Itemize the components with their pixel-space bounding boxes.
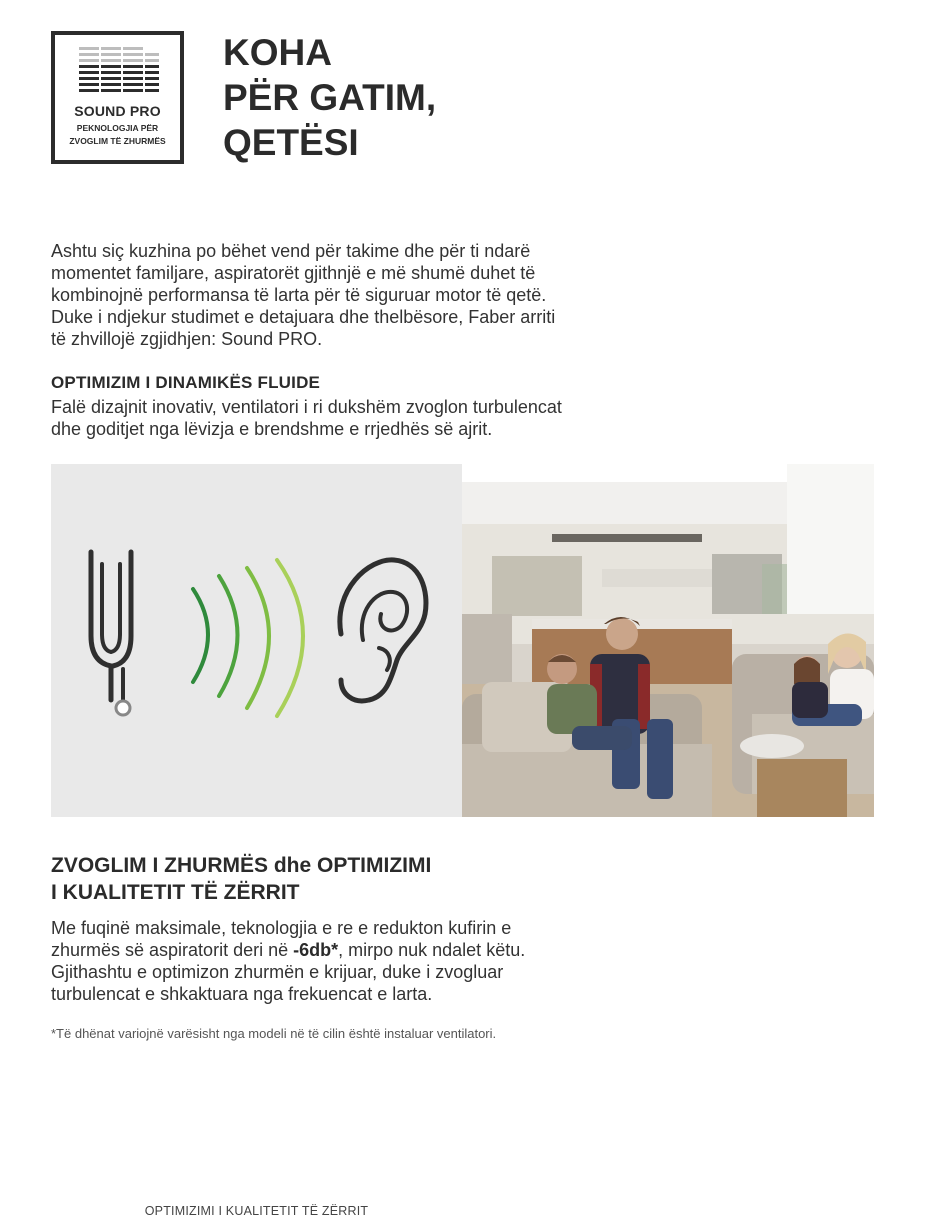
text-segment: , mirpo nuk ndalet këtu.: [338, 940, 526, 960]
equalizer-icon: [77, 45, 161, 99]
illustration-caption: OPTIMIZIMI I KUALITETIT TË ZËRRIT: [144, 1204, 369, 1218]
logo-title: SOUND PRO: [74, 103, 161, 119]
footnote: *Të dhënat variojnë varësisht nga modeli në të cilin është instaluar ventilatori.: [51, 1026, 497, 1041]
wave-3: [247, 568, 269, 708]
tuning-fork-tip-icon: [116, 701, 130, 715]
heading-line-1: ZVOGLIM I ZHURMËS dhe OPTIMIZIMI: [51, 854, 432, 877]
section-heading-noise: [51, 852, 431, 906]
paragraph-line: Gjithashtu e optimizon zhurmën e krijuar, duke i zvogluar: [51, 962, 504, 982]
heading-line-2: I KUALITETIT TË ZËRRIT: [51, 881, 300, 904]
ear-icon: [340, 560, 426, 701]
title-line-2: PËR GATIM,: [223, 77, 437, 118]
paragraph-line: [51, 939, 731, 961]
text-segment: zhurmës së aspiratorit deri në: [51, 940, 294, 960]
wave-2: [219, 576, 238, 696]
section-heading-fluid: OPTIMIZIM I DINAMIKËS FLUIDE: [51, 373, 321, 392]
intro-paragraph: [51, 240, 731, 350]
intro-line: kombinojnë performansa të larta për të siguruar motor të qetë.: [51, 285, 547, 305]
sound-waves-icon: [193, 560, 303, 716]
db-value: -6db*: [293, 940, 339, 960]
intro-line: të zhvillojë zgjidhjen: Sound PRO.: [51, 329, 323, 349]
paragraph-line: Me fuqinë maksimale, teknologjia e re e redukton kufirin e: [51, 918, 512, 938]
intro-line: momentet familjare, aspiratorët gjithnjë e më shumë duhet të: [51, 263, 536, 283]
wave-4: [277, 560, 303, 716]
intro-line: Duke i ndjekur studimet e detajuara dhe thelbësore, Faber arriti: [51, 307, 556, 327]
paragraph-line: Falë dizajnit inovativ, ventilatori i ri dukshëm zvoglon turbulencat: [51, 397, 562, 417]
intro-line: Ashtu siç kuzhina po bëhet vend për takime dhe për ti ndarë: [51, 241, 531, 261]
logo-subtitle-1: PEKNOLOGJIA PËR: [76, 123, 159, 133]
section-paragraph-noise: [51, 917, 731, 1005]
sound-pro-logo: [51, 31, 184, 164]
family-living-room-photo: [462, 464, 874, 817]
logo-subtitle-2: ZVOGLIM TË ZHURMËS: [69, 136, 166, 146]
paragraph-line: dhe goditjet nga lëvizja e brendshme e rrjedhës së ajrit.: [51, 419, 493, 439]
section-paragraph-fluid: [51, 396, 731, 440]
page-title: [223, 30, 436, 165]
paragraph-line: turbulencat e shkaktuara nga frekuencat e larta.: [51, 984, 433, 1004]
title-line-3: QETËSI: [223, 122, 359, 163]
title-line-1: KOHA: [223, 32, 332, 73]
wave-1: [193, 589, 208, 682]
tuning-fork-icon: [91, 552, 131, 700]
